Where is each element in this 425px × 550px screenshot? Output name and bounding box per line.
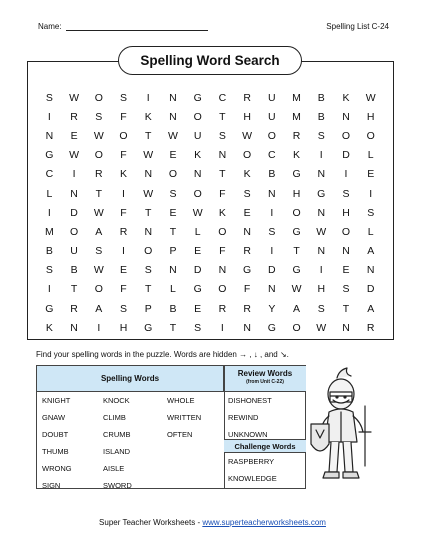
- letter-grid: [37, 88, 383, 337]
- grid-letter[interactable]: T: [219, 168, 226, 181]
- grid-letter[interactable]: G: [292, 225, 301, 238]
- spelling-word: AISLE: [103, 464, 125, 473]
- review-word: REWIND: [228, 413, 259, 422]
- grid-letter[interactable]: O: [69, 225, 79, 238]
- grid-letter[interactable]: G: [292, 168, 301, 181]
- challenge-words-heading: Challenge Words: [224, 439, 306, 453]
- grid-letter[interactable]: R: [292, 129, 301, 142]
- page-title: Spelling Word Search: [118, 46, 302, 75]
- grid-letter[interactable]: T: [169, 321, 177, 334]
- name-label: Name:: [38, 22, 62, 31]
- grid-row: [37, 146, 383, 165]
- spelling-words-heading: Spelling Words: [37, 366, 224, 392]
- grid-row: [37, 242, 383, 261]
- grid-letter[interactable]: O: [218, 283, 227, 296]
- grid-letter[interactable]: N: [70, 321, 78, 334]
- grid-letter[interactable]: N: [193, 168, 202, 181]
- grid-row: [37, 280, 383, 299]
- grid-row: [37, 184, 383, 203]
- grid-letter[interactable]: F: [219, 187, 226, 200]
- grid-letter[interactable]: N: [342, 245, 350, 258]
- grid-letter[interactable]: A: [95, 225, 103, 238]
- grid-letter[interactable]: I: [47, 283, 51, 296]
- grid-row: [37, 318, 383, 337]
- challenge-word: KNOWLEDGE: [228, 474, 277, 483]
- grid-letter[interactable]: U: [268, 110, 276, 123]
- grid-letter[interactable]: O: [341, 129, 351, 142]
- grid-letter[interactable]: N: [268, 187, 276, 200]
- grid-letter[interactable]: E: [194, 302, 202, 315]
- grid-letter[interactable]: O: [341, 225, 351, 238]
- grid-letter[interactable]: S: [45, 264, 53, 277]
- spelling-word: GNAW: [42, 413, 66, 422]
- grid-letter[interactable]: O: [218, 225, 227, 238]
- grid-letter[interactable]: N: [169, 91, 177, 104]
- grid-letter[interactable]: F: [120, 110, 127, 123]
- grid-row: [37, 299, 383, 318]
- grid-letter[interactable]: E: [342, 264, 350, 277]
- grid-letter[interactable]: S: [144, 264, 152, 277]
- grid-letter[interactable]: R: [243, 302, 251, 315]
- grid-letter[interactable]: I: [220, 321, 224, 334]
- grid-letter[interactable]: B: [70, 264, 78, 277]
- grid-letter[interactable]: S: [95, 245, 103, 258]
- grid-letter[interactable]: S: [342, 283, 350, 296]
- grid-letter[interactable]: L: [170, 283, 176, 296]
- spelling-word: SWORD: [103, 481, 132, 490]
- grid-letter[interactable]: B: [268, 168, 276, 181]
- review-title: Review Words: [237, 369, 293, 378]
- column-divider: [224, 366, 225, 488]
- grid-letter[interactable]: I: [72, 168, 76, 181]
- grid-letter[interactable]: N: [243, 225, 251, 238]
- grid-letter[interactable]: F: [120, 149, 127, 162]
- grid-letter[interactable]: P: [169, 245, 177, 258]
- spelling-word: ISLAND: [103, 447, 131, 456]
- grid-letter[interactable]: K: [194, 149, 202, 162]
- grid-letter[interactable]: A: [293, 302, 301, 315]
- grid-letter[interactable]: T: [70, 283, 78, 296]
- grid-letter[interactable]: T: [145, 129, 152, 142]
- challenge-word: RASPBERRY: [228, 457, 275, 466]
- grid-letter[interactable]: G: [317, 187, 326, 200]
- grid-letter[interactable]: W: [291, 283, 302, 296]
- grid-letter[interactable]: N: [218, 149, 227, 162]
- grid-letter[interactable]: M: [292, 91, 301, 104]
- grid-letter[interactable]: O: [94, 149, 103, 162]
- grid-letter[interactable]: D: [342, 149, 350, 162]
- grid-letter[interactable]: S: [317, 129, 325, 142]
- grid-letter[interactable]: S: [218, 129, 226, 142]
- grid-letter[interactable]: G: [193, 91, 202, 104]
- grid-letter[interactable]: I: [146, 91, 150, 104]
- grid-letter[interactable]: W: [192, 206, 203, 219]
- grid-letter[interactable]: K: [342, 91, 350, 104]
- grid-row: [37, 88, 383, 107]
- grid-letter[interactable]: W: [143, 149, 154, 162]
- grid-letter[interactable]: E: [367, 168, 375, 181]
- spelling-word: SIGN: [42, 481, 61, 490]
- grid-letter[interactable]: N: [144, 225, 153, 238]
- grid-letter[interactable]: T: [95, 187, 102, 200]
- grid-letter[interactable]: N: [342, 110, 350, 123]
- grid-letter[interactable]: Y: [268, 302, 276, 315]
- grid-letter[interactable]: I: [270, 245, 274, 258]
- grid-letter[interactable]: S: [169, 187, 177, 200]
- name-line[interactable]: [66, 22, 208, 31]
- grid-letter[interactable]: L: [367, 225, 374, 238]
- grid-letter[interactable]: S: [268, 225, 276, 238]
- grid-letter[interactable]: T: [293, 245, 300, 258]
- grid-letter[interactable]: U: [268, 91, 276, 104]
- grid-letter[interactable]: G: [45, 149, 54, 162]
- grid-letter[interactable]: W: [69, 91, 80, 104]
- grid-letter[interactable]: I: [97, 321, 101, 334]
- grid-letter[interactable]: H: [292, 187, 301, 200]
- grid-letter[interactable]: D: [366, 283, 375, 296]
- grid-letter[interactable]: O: [94, 283, 103, 296]
- grid-letter[interactable]: H: [119, 321, 128, 334]
- grid-letter[interactable]: N: [243, 321, 251, 334]
- grid-letter[interactable]: T: [342, 302, 350, 315]
- grid-letter[interactable]: N: [366, 264, 375, 277]
- grid-letter[interactable]: S: [95, 110, 103, 123]
- grid-letter[interactable]: F: [120, 283, 127, 296]
- review-words-heading: [224, 366, 306, 392]
- grid-letter[interactable]: N: [144, 168, 153, 181]
- grid-letter[interactable]: D: [268, 264, 276, 277]
- grid-letter[interactable]: W: [93, 264, 104, 277]
- grid-letter[interactable]: R: [119, 225, 128, 238]
- grid-letter[interactable]: A: [367, 302, 375, 315]
- spelling-word: WHOLE: [167, 396, 195, 405]
- instructions: Find your spelling words in the puzzle. Words are hidden → , ↓ , and ↘.: [36, 350, 289, 359]
- grid-letter[interactable]: O: [292, 206, 301, 219]
- grid-letter[interactable]: N: [317, 206, 326, 219]
- grid-letter[interactable]: I: [369, 187, 373, 200]
- name-field: [38, 22, 208, 31]
- grid-letter[interactable]: A: [95, 302, 103, 315]
- grid-letter[interactable]: N: [169, 110, 177, 123]
- grid-row: [37, 107, 383, 126]
- grid-letter[interactable]: R: [70, 110, 78, 123]
- grid-letter[interactable]: S: [45, 91, 53, 104]
- footer-link[interactable]: www.superteacherworksheets.com: [202, 518, 326, 527]
- grid-letter[interactable]: G: [267, 321, 276, 334]
- grid-letter[interactable]: W: [365, 91, 376, 104]
- grid-letter[interactable]: I: [122, 187, 125, 200]
- footer-prefix: Super Teacher Worksheets -: [99, 518, 203, 527]
- grid-letter[interactable]: W: [316, 225, 327, 238]
- grid-letter[interactable]: K: [218, 206, 226, 219]
- grid-letter[interactable]: K: [293, 149, 301, 162]
- grid-letter[interactable]: W: [143, 187, 154, 200]
- spelling-word: CRUMB: [103, 430, 131, 439]
- grid-letter[interactable]: I: [122, 245, 125, 258]
- spelling-word: KNIGHT: [42, 396, 71, 405]
- spelling-word: THUMB: [42, 447, 69, 456]
- grid-letter[interactable]: O: [193, 187, 202, 200]
- grid-row: [37, 126, 383, 145]
- grid-row: [37, 222, 383, 241]
- grid-letter[interactable]: O: [366, 129, 375, 142]
- grid-row: [37, 203, 383, 222]
- knight-illustration: [303, 366, 383, 490]
- grid-letter[interactable]: I: [319, 149, 323, 162]
- grid-letter[interactable]: E: [169, 149, 177, 162]
- spelling-word: DOUBT: [42, 430, 69, 439]
- grid-letter[interactable]: I: [319, 264, 323, 277]
- grid-letter[interactable]: N: [317, 245, 326, 258]
- grid-letter[interactable]: S: [367, 206, 375, 219]
- grid-letter[interactable]: U: [70, 245, 78, 258]
- spelling-word: KNOCK: [103, 396, 130, 405]
- grid-letter[interactable]: H: [366, 110, 375, 123]
- grid-letter[interactable]: H: [243, 110, 251, 123]
- grid-letter[interactable]: E: [70, 129, 78, 142]
- grid-letter[interactable]: N: [70, 187, 78, 200]
- grid-letter[interactable]: T: [169, 225, 177, 238]
- grid-letter[interactable]: E: [120, 264, 128, 277]
- grid-letter[interactable]: D: [193, 264, 202, 277]
- grid-letter[interactable]: G: [45, 302, 54, 315]
- grid-letter[interactable]: R: [243, 245, 251, 258]
- grid-letter[interactable]: I: [270, 206, 274, 219]
- grid-letter[interactable]: N: [268, 283, 276, 296]
- spelling-word: CLIMB: [103, 413, 126, 422]
- grid-letter[interactable]: R: [366, 321, 375, 334]
- grid-letter[interactable]: O: [94, 91, 103, 104]
- grid-row: [37, 261, 383, 280]
- grid-letter[interactable]: H: [317, 283, 326, 296]
- grid-letter[interactable]: B: [45, 245, 53, 258]
- grid-letter[interactable]: G: [193, 283, 202, 296]
- grid-letter[interactable]: E: [194, 245, 202, 258]
- grid-letter[interactable]: R: [243, 91, 251, 104]
- grid-letter[interactable]: N: [342, 321, 350, 334]
- grid-letter[interactable]: O: [168, 168, 178, 181]
- grid-letter[interactable]: O: [243, 149, 252, 162]
- grid-letter[interactable]: O: [193, 110, 202, 123]
- grid-letter[interactable]: S: [317, 302, 325, 315]
- grid-letter[interactable]: P: [144, 302, 152, 315]
- grid-letter[interactable]: W: [242, 129, 253, 142]
- grid-letter[interactable]: O: [144, 245, 153, 258]
- grid-letter[interactable]: B: [169, 302, 177, 315]
- grid-letter[interactable]: I: [47, 110, 51, 123]
- grid-letter[interactable]: S: [194, 321, 202, 334]
- grid-letter[interactable]: O: [292, 321, 301, 334]
- footer: [0, 518, 425, 527]
- grid-letter[interactable]: S: [120, 302, 128, 315]
- review-word: UNKNOWN: [228, 430, 268, 439]
- grid-letter[interactable]: N: [317, 168, 326, 181]
- grid-letter[interactable]: U: [193, 129, 202, 142]
- grid-letter[interactable]: L: [194, 225, 201, 238]
- grid-letter[interactable]: S: [243, 187, 251, 200]
- grid-letter[interactable]: L: [367, 149, 374, 162]
- list-label: Spelling List C-24: [326, 22, 389, 31]
- grid-letter[interactable]: C: [218, 91, 227, 104]
- spelling-word: WRITTEN: [167, 413, 202, 422]
- spelling-word: OFTEN: [167, 430, 193, 439]
- grid-letter[interactable]: B: [317, 91, 325, 104]
- grid-letter[interactable]: E: [243, 206, 251, 219]
- grid-letter[interactable]: N: [218, 264, 227, 277]
- grid-letter[interactable]: K: [45, 321, 53, 334]
- grid-letter[interactable]: H: [342, 206, 350, 219]
- review-subtitle: (from Unit C-22): [246, 379, 284, 385]
- grid-letter[interactable]: I: [47, 206, 51, 219]
- grid-letter[interactable]: O: [267, 129, 276, 142]
- grid-letter[interactable]: K: [120, 168, 128, 181]
- grid-letter[interactable]: G: [243, 264, 252, 277]
- grid-letter[interactable]: T: [145, 206, 152, 219]
- grid-letter[interactable]: W: [93, 129, 104, 142]
- grid-letter[interactable]: T: [219, 110, 226, 123]
- grid-letter[interactable]: M: [292, 110, 301, 123]
- grid-letter[interactable]: C: [45, 168, 54, 181]
- grid-letter[interactable]: F: [243, 283, 251, 296]
- grid-letter[interactable]: W: [69, 149, 80, 162]
- grid-letter[interactable]: R: [95, 168, 103, 181]
- grid-letter[interactable]: W: [167, 129, 178, 142]
- grid-row: [37, 165, 383, 184]
- grid-letter[interactable]: O: [119, 129, 128, 142]
- grid-letter[interactable]: G: [292, 264, 301, 277]
- review-word: DISHONEST: [228, 396, 272, 405]
- grid-letter[interactable]: E: [169, 206, 177, 219]
- grid-letter[interactable]: W: [93, 206, 104, 219]
- grid-letter[interactable]: L: [46, 187, 53, 200]
- grid-letter[interactable]: D: [70, 206, 78, 219]
- spelling-word: WRONG: [42, 464, 72, 473]
- grid-letter[interactable]: G: [144, 321, 153, 334]
- grid-letter[interactable]: M: [44, 225, 54, 238]
- grid-letter[interactable]: R: [218, 302, 227, 315]
- grid-letter[interactable]: K: [144, 110, 152, 123]
- grid-letter[interactable]: N: [45, 129, 54, 142]
- grid-letter[interactable]: A: [367, 245, 375, 258]
- grid-letter[interactable]: T: [145, 283, 152, 296]
- grid-letter[interactable]: F: [120, 206, 127, 219]
- grid-letter[interactable]: W: [316, 321, 327, 334]
- grid-letter[interactable]: N: [169, 264, 177, 277]
- grid-letter[interactable]: S: [342, 187, 350, 200]
- grid-letter[interactable]: C: [268, 149, 276, 162]
- grid-letter[interactable]: F: [219, 245, 226, 258]
- grid-letter[interactable]: S: [120, 91, 128, 104]
- grid-letter[interactable]: B: [317, 110, 325, 123]
- grid-letter[interactable]: R: [70, 302, 78, 315]
- word-bank: [36, 365, 306, 489]
- grid-letter[interactable]: I: [344, 168, 348, 181]
- grid-letter[interactable]: K: [243, 168, 251, 181]
